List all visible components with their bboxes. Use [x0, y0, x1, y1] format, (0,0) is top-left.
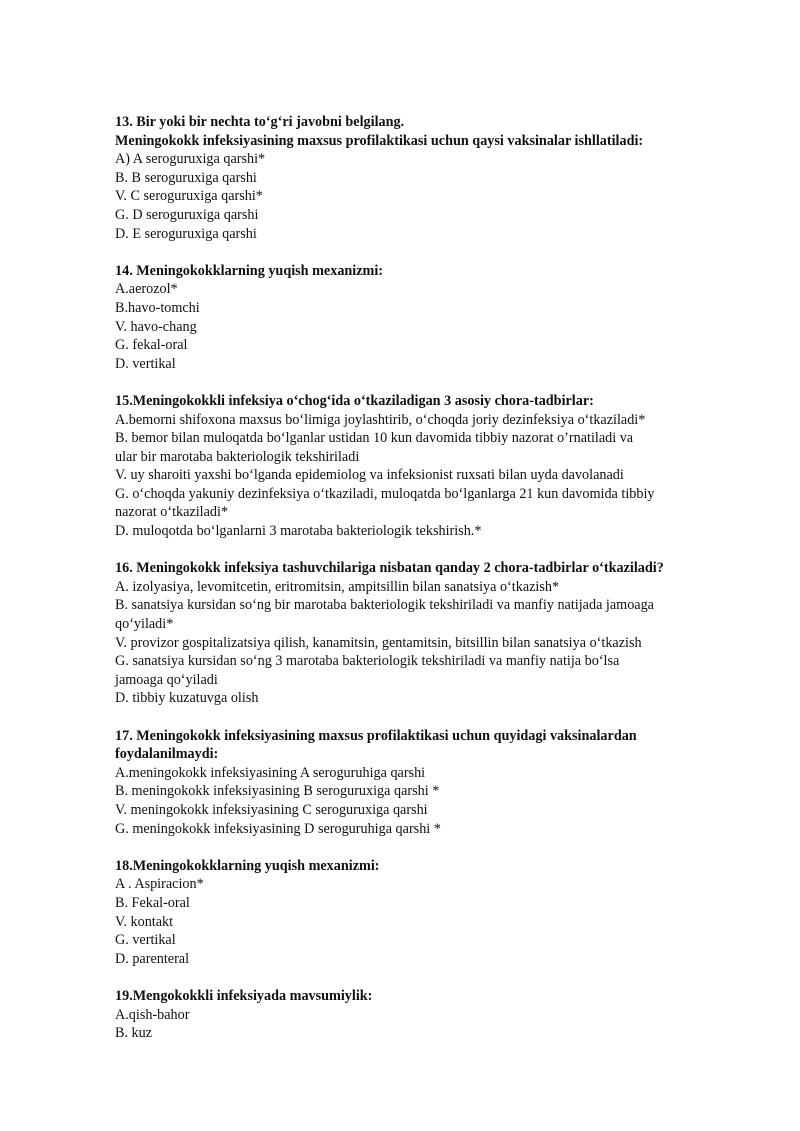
question-block [115, 987, 755, 1043]
answer-option: ular bir marotaba bakteriologik tekshiriladi [115, 448, 360, 465]
answer-option: A.bemorni shifoxona maxsus bo‘limiga joylashtirib, o‘choqda joriy dezinfeksiya o‘tkaziladi* [115, 411, 646, 428]
answer-option: nazorat o‘tkaziladi* [115, 504, 229, 521]
answer-option: A) A seroguruxiga qarshi* [115, 151, 266, 168]
answer-option: G. fekal-oral [115, 337, 188, 354]
question-block [115, 392, 755, 541]
answer-option: V. uy sharoiti yaxshi bo‘lganda epidemiolog va infeksionist ruxsati bilan uyda davolanadi [115, 467, 624, 484]
question-block [115, 113, 755, 243]
answer-option: A.qish-bahor [115, 1006, 190, 1023]
document-body [115, 113, 755, 1061]
question-title: 14. Meningokokklarning yuqish mexanizmi: [115, 262, 384, 279]
question-title: Meningokokk infeksiyasining maxsus profilaktikasi uchun qaysi vaksinalar ishllatiladi: [115, 132, 644, 149]
question-block [115, 559, 755, 708]
answer-option: D. muloqotda bo‘lganlarni 3 marotaba bakteriologik tekshirish.* [115, 523, 482, 540]
answer-option: B.havo-tomchi [115, 299, 200, 316]
answer-option: A . Aspiracion* [115, 876, 204, 893]
answer-option: B. B seroguruxiga qarshi [115, 169, 257, 186]
answer-option: B. bemor bilan muloqatda bo‘lganlar ustidan 10 kun davomida tibbiy nazorat o’rnatiladi va [115, 430, 634, 447]
question-title: 13. Bir yoki bir nechta to‘g‘ri javobni belgilang. [115, 114, 405, 130]
answer-option: A. izolyasiya, levomitcetin, eritromitsin, ampitsillin bilan sanatsiya o‘tkazish* [115, 578, 560, 595]
question-title: 18.Meningokokklarning yuqish mexanizmi: [115, 857, 380, 874]
answer-option: V. kontakt [115, 913, 174, 930]
question-block [115, 262, 755, 374]
answer-option: G. meningokokk infeksiyasining D seroguruhiga qarshi * [115, 820, 441, 837]
question-title: 15.Meningokokkli infeksiya o‘chog‘ida o‘tkaziladigan 3 asosiy chora-tadbirlar: [115, 392, 594, 409]
question-title: 19.Mengokokkli infeksiyada mavsumiylik: [115, 987, 373, 1004]
answer-option: G. o‘choqda yakuniy dezinfeksiya o‘tkaziladi, muloqatda bo‘lganlarga 21 kun davomida tibbiy [115, 485, 655, 502]
answer-option: A.aerozol* [115, 281, 178, 298]
answer-option: D. E seroguruxiga qarshi [115, 225, 257, 242]
answer-option: B. Fekal-oral [115, 894, 190, 911]
answer-option: A.meningokokk infeksiyasining A seroguruhiga qarshi [115, 764, 426, 781]
answer-option: V. provizor gospitalizatsiya qilish, kanamitsin, gentamitsin, bitsillin bilan sanatsiya o‘tkazish [115, 634, 642, 651]
question-title: foydalanilmaydi: [115, 746, 219, 763]
answer-option: qo‘yiladi* [115, 616, 174, 633]
answer-option: B. meningokokk infeksiyasining B seroguruxiga qarshi * [115, 783, 440, 800]
question-title: 17. Meningokokk infeksiyasining maxsus profilaktikasi uchun quyidagi vaksinalardan [115, 727, 637, 744]
question-title: 16. Meningokokk infeksiya tashuvchilariga nisbatan qanday 2 chora-tadbirlar o‘tkaziladi? [115, 560, 664, 577]
answer-option: G. vertikal [115, 932, 176, 949]
answer-option: D. vertikal [115, 355, 176, 372]
answer-option: D. tibbiy kuzatuvga olish [115, 690, 259, 707]
answer-option: B. kuz [115, 1025, 153, 1042]
answer-option: jamoaga qo‘yiladi [115, 671, 218, 688]
answer-option: G. D seroguruxiga qarshi [115, 206, 259, 223]
answer-option: V. C seroguruxiga qarshi* [115, 188, 263, 205]
answer-option: D. parenteral [115, 950, 190, 967]
question-block [115, 857, 755, 969]
answer-option: B. sanatsiya kursidan so‘ng bir marotaba bakteriologik tekshiriladi va manfiy natijada jamoaga [115, 597, 654, 614]
answer-option: G. sanatsiya kursidan so‘ng 3 marotaba bakteriologik tekshiriladi va manfiy natija bo‘lsa [115, 653, 620, 670]
answer-option: V. havo-chang [115, 318, 197, 335]
question-block [115, 727, 755, 839]
answer-option: V. meningokokk infeksiyasining C seroguruxiga qarshi [115, 801, 428, 818]
